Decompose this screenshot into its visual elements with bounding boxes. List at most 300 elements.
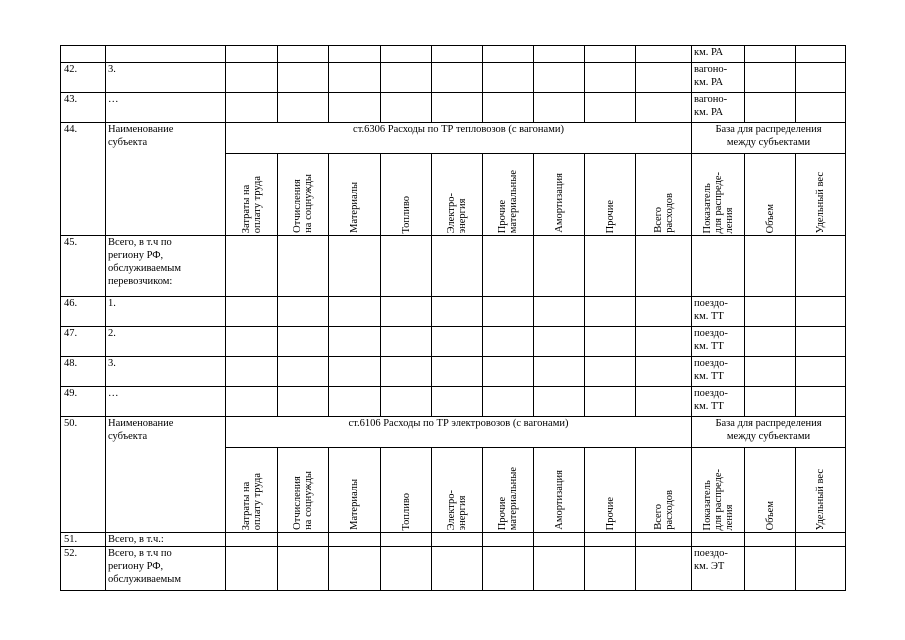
cost-cell xyxy=(226,236,278,297)
column-header xyxy=(432,448,483,533)
cell-text: км. РА xyxy=(694,77,724,88)
column-header-label xyxy=(815,469,826,530)
column-header xyxy=(483,154,534,236)
weight-cell xyxy=(796,93,846,123)
cost-cell xyxy=(381,236,432,297)
row-name xyxy=(106,357,226,387)
cost-cell xyxy=(534,93,585,123)
column-header-wrap xyxy=(432,157,482,233)
weight-cell xyxy=(796,236,846,297)
cost-cell xyxy=(278,46,329,63)
volume-cell xyxy=(745,533,796,547)
column-header-wrap xyxy=(534,451,584,530)
cost-cell xyxy=(483,533,534,547)
row-name xyxy=(106,297,226,327)
column-header-wrap xyxy=(226,157,277,233)
cost-cell xyxy=(483,327,534,357)
cost-cell xyxy=(329,327,381,357)
column-header-label xyxy=(497,467,519,530)
cell-text: км. ТТ xyxy=(694,341,724,352)
row-number xyxy=(61,46,106,63)
column-header-label xyxy=(497,170,519,233)
cost-cell xyxy=(432,357,483,387)
cost-cell xyxy=(226,327,278,357)
cost-cell xyxy=(534,46,585,63)
cost-cell xyxy=(636,533,692,547)
cost-cell xyxy=(381,533,432,547)
cell-text: поездо- xyxy=(694,548,728,559)
cell-text: 3. xyxy=(108,64,116,75)
distribution-base-header xyxy=(692,417,846,448)
column-header-label xyxy=(815,172,826,233)
cost-cell xyxy=(585,93,636,123)
cost-cell xyxy=(432,387,483,417)
column-header-wrap xyxy=(692,451,744,530)
column-header-label xyxy=(349,479,360,530)
volume-cell xyxy=(745,93,796,123)
column-header-wrap xyxy=(745,451,795,530)
column-header-wrap xyxy=(534,157,584,233)
unit-cell xyxy=(692,357,745,387)
cost-cell xyxy=(585,387,636,417)
table-row xyxy=(61,236,846,297)
column-header xyxy=(483,448,534,533)
row-number: 51. xyxy=(61,533,106,547)
cost-cell xyxy=(329,236,381,297)
column-header-line: Затраты на xyxy=(240,481,252,530)
column-header-line: Прочие xyxy=(497,496,508,530)
column-header-line: Затраты на xyxy=(240,184,252,233)
row-name xyxy=(106,547,226,591)
column-header xyxy=(692,448,745,533)
column-header-line: Отчисления xyxy=(292,179,303,233)
table-row xyxy=(61,533,846,547)
cell-text: 2. xyxy=(108,328,116,339)
cost-cell xyxy=(483,63,534,93)
cost-cell xyxy=(432,63,483,93)
column-header-line: Удельный вес xyxy=(815,171,826,233)
column-header xyxy=(534,154,585,236)
column-header xyxy=(329,448,381,533)
volume-cell xyxy=(745,46,796,63)
row-number: 50. xyxy=(61,417,106,533)
cell-text: между субъектами xyxy=(726,431,811,442)
column-header-label xyxy=(605,200,616,233)
column-header-line: Всего xyxy=(652,207,664,233)
cell-text: обслуживаемым xyxy=(108,263,181,274)
unit-cell xyxy=(692,547,745,591)
column-header xyxy=(226,448,278,533)
cost-cell xyxy=(483,236,534,297)
column-header-line: расходов xyxy=(663,490,675,530)
cost-cell xyxy=(483,297,534,327)
row-name xyxy=(106,63,226,93)
cost-cell xyxy=(278,357,329,387)
column-header-wrap xyxy=(278,157,328,233)
unit-cell xyxy=(692,236,745,297)
column-header-wrap xyxy=(692,157,744,233)
column-header xyxy=(585,154,636,236)
unit-cell xyxy=(692,327,745,357)
cell-text: обслуживаемым xyxy=(108,574,181,585)
cell-text: региону РФ, xyxy=(108,250,164,261)
cost-cell xyxy=(329,46,381,63)
cost-cell xyxy=(329,533,381,547)
column-header-wrap xyxy=(329,157,380,233)
weight-cell xyxy=(796,387,846,417)
cost-cell xyxy=(585,357,636,387)
cost-cell xyxy=(329,93,381,123)
column-header-label xyxy=(702,469,735,531)
column-header-label xyxy=(292,471,314,530)
unit-cell xyxy=(692,46,745,63)
cost-cell xyxy=(226,387,278,417)
column-header-label xyxy=(401,196,412,234)
column-header-wrap xyxy=(745,157,795,233)
row-name xyxy=(106,93,226,123)
unit-cell xyxy=(692,297,745,327)
cell-text: … xyxy=(108,94,119,105)
column-header-line: Топливо xyxy=(400,195,412,233)
cost-cell xyxy=(636,297,692,327)
column-header-label xyxy=(702,172,735,234)
column-header-label xyxy=(241,473,263,530)
cost-cell xyxy=(534,297,585,327)
cost-cell xyxy=(278,387,329,417)
cell-text: поездо- xyxy=(694,358,728,369)
row-number: 42. xyxy=(61,63,106,93)
column-header-label xyxy=(292,174,314,233)
column-header-label xyxy=(401,493,412,531)
column-header-wrap xyxy=(585,451,635,530)
column-header-line: Материалы xyxy=(349,479,360,530)
volume-cell xyxy=(745,297,796,327)
table-row xyxy=(61,63,846,93)
unit-cell xyxy=(692,93,745,123)
column-header-line: ления xyxy=(723,504,735,530)
cost-cell xyxy=(329,297,381,327)
column-header xyxy=(796,154,846,236)
cell-text: региону РФ, xyxy=(108,561,164,572)
cell-text: поездо- xyxy=(694,328,728,339)
cell-text: 3. xyxy=(108,358,116,369)
section-title: ст.6106 Расходы по ТР электровозов (с вагонами) xyxy=(226,417,692,448)
cost-cell xyxy=(483,46,534,63)
cost-cell xyxy=(381,46,432,63)
column-header-line: Материалы xyxy=(349,182,360,233)
cost-cell xyxy=(278,547,329,591)
cell-text: субъекта xyxy=(108,431,148,442)
cost-cell xyxy=(278,236,329,297)
column-header-wrap xyxy=(796,157,845,233)
cell-text: … xyxy=(108,388,119,399)
row-number: 47. xyxy=(61,327,106,357)
column-header-line: Удельный вес xyxy=(815,468,826,530)
weight-cell xyxy=(796,357,846,387)
cost-cell xyxy=(226,46,278,63)
cell-text: поездо- xyxy=(694,298,728,309)
column-header-line: Объем xyxy=(764,203,776,233)
column-header-wrap xyxy=(585,157,635,233)
cost-cell xyxy=(381,547,432,591)
cost-cell xyxy=(381,357,432,387)
weight-cell xyxy=(796,46,846,63)
cost-cell xyxy=(329,357,381,387)
column-header-wrap xyxy=(226,451,277,530)
column-header-label xyxy=(446,490,468,530)
row-name xyxy=(106,46,226,63)
column-header xyxy=(278,448,329,533)
column-header-wrap xyxy=(483,157,533,233)
column-header-line: энергия xyxy=(457,495,468,530)
column-header-line: расходов xyxy=(663,193,675,233)
column-header-label xyxy=(241,176,263,233)
column-header xyxy=(329,154,381,236)
column-header-line: Амортизация xyxy=(553,173,565,233)
cell-text: км. ЭТ xyxy=(694,561,725,572)
cell-text: субъекта xyxy=(108,137,148,148)
cost-cell xyxy=(534,387,585,417)
cost-cell xyxy=(636,63,692,93)
cell-text: Всего, в т.ч по xyxy=(108,548,172,559)
column-header-label xyxy=(605,497,616,530)
cell-text: Наименование xyxy=(108,124,174,135)
cell-text: 1. xyxy=(108,298,116,309)
cost-cell xyxy=(636,387,692,417)
cost-cell xyxy=(432,533,483,547)
column-header-line: ления xyxy=(723,207,735,233)
column-header-wrap xyxy=(636,157,691,233)
column-header xyxy=(381,154,432,236)
cost-cell xyxy=(636,46,692,63)
column-header xyxy=(745,448,796,533)
cost-cell xyxy=(381,327,432,357)
section-title-row xyxy=(61,123,846,154)
column-header xyxy=(636,448,692,533)
column-header-line: Объем xyxy=(764,500,776,530)
cell-text: Наименование xyxy=(108,418,174,429)
cost-cell xyxy=(585,236,636,297)
column-header xyxy=(585,448,636,533)
volume-cell xyxy=(745,547,796,591)
weight-cell xyxy=(796,297,846,327)
cost-cell xyxy=(278,297,329,327)
column-header xyxy=(278,154,329,236)
cost-cell xyxy=(534,63,585,93)
cost-cell xyxy=(381,387,432,417)
cost-cell xyxy=(381,93,432,123)
row-number: 49. xyxy=(61,387,106,417)
section-title-row xyxy=(61,417,846,448)
unit-cell xyxy=(692,63,745,93)
row-name xyxy=(106,387,226,417)
column-header-line: для распреде- xyxy=(712,171,724,233)
cell-text: вагоно- xyxy=(694,94,728,105)
column-header-line: энергия xyxy=(457,198,468,233)
cost-cell xyxy=(636,327,692,357)
cell-text: поездо- xyxy=(694,388,728,399)
volume-cell xyxy=(745,357,796,387)
cost-cell xyxy=(534,547,585,591)
column-header xyxy=(636,154,692,236)
column-header-label xyxy=(765,204,776,233)
row-number: 48. xyxy=(61,357,106,387)
cost-cell xyxy=(534,533,585,547)
row-number: 43. xyxy=(61,93,106,123)
subject-name-header xyxy=(106,417,226,533)
weight-cell xyxy=(796,63,846,93)
cost-cell xyxy=(329,63,381,93)
table-row xyxy=(61,357,846,387)
column-header-line: Показатель xyxy=(701,182,713,233)
row-number: 45. xyxy=(61,236,106,297)
column-header-line: оплату труда xyxy=(251,472,263,530)
column-header-line: оплату труда xyxy=(251,175,263,233)
distribution-base-header xyxy=(692,123,846,154)
section-title: ст.6306 Расходы по ТР тепловозов (с вагонами) xyxy=(226,123,692,154)
cost-cell xyxy=(226,297,278,327)
column-header xyxy=(432,154,483,236)
cost-cell xyxy=(585,297,636,327)
row-name xyxy=(106,533,226,547)
cell-text: База для распределения xyxy=(715,418,822,429)
cost-allocation-table xyxy=(60,45,846,591)
weight-cell xyxy=(796,547,846,591)
cost-cell xyxy=(432,297,483,327)
row-number: 46. xyxy=(61,297,106,327)
volume-cell xyxy=(745,236,796,297)
column-header-wrap xyxy=(329,451,380,530)
column-header-line: Отчисления xyxy=(292,476,303,530)
column-header-line: материальные xyxy=(508,466,519,530)
cost-cell xyxy=(432,46,483,63)
unit-cell xyxy=(692,387,745,417)
table-row xyxy=(61,93,846,123)
table-row xyxy=(61,387,846,417)
table-row xyxy=(61,46,846,63)
volume-cell xyxy=(745,327,796,357)
cost-cell xyxy=(483,547,534,591)
column-header-line: для распреде- xyxy=(712,468,724,530)
column-header-line: Прочие xyxy=(497,199,508,233)
column-header-wrap xyxy=(381,157,431,233)
column-header-line: Амортизация xyxy=(553,470,565,530)
column-header-wrap xyxy=(796,451,845,530)
cell-text: вагоно- xyxy=(694,64,728,75)
cost-cell xyxy=(432,93,483,123)
cost-cell xyxy=(585,46,636,63)
cell-text: км. РА xyxy=(694,47,724,58)
volume-cell xyxy=(745,63,796,93)
cost-cell xyxy=(483,93,534,123)
cost-cell xyxy=(226,63,278,93)
column-header-label xyxy=(765,501,776,530)
cost-cell xyxy=(636,357,692,387)
cost-cell xyxy=(226,547,278,591)
column-header-label xyxy=(446,193,468,233)
table-row xyxy=(61,327,846,357)
row-name xyxy=(106,327,226,357)
cost-cell xyxy=(534,236,585,297)
cost-cell xyxy=(585,547,636,591)
cost-cell xyxy=(483,387,534,417)
cost-cell xyxy=(483,357,534,387)
column-header-line: Прочие xyxy=(604,496,616,530)
cell-text: перевозчиком: xyxy=(108,276,173,287)
cost-cell xyxy=(432,236,483,297)
cost-cell xyxy=(226,357,278,387)
cost-cell xyxy=(226,93,278,123)
row-number: 52. xyxy=(61,547,106,591)
weight-cell xyxy=(796,533,846,547)
column-header xyxy=(226,154,278,236)
column-header xyxy=(745,154,796,236)
column-header xyxy=(796,448,846,533)
column-header-wrap xyxy=(636,451,691,530)
table-row xyxy=(61,547,846,591)
cost-cell xyxy=(278,93,329,123)
cost-cell xyxy=(381,63,432,93)
column-header-line: Всего xyxy=(652,504,664,530)
column-header-line: материальные xyxy=(508,169,519,233)
column-header xyxy=(692,154,745,236)
column-header-label xyxy=(554,470,565,530)
cell-text: км. ТТ xyxy=(694,371,724,382)
column-header-line: Электро- xyxy=(446,192,457,233)
column-header-label xyxy=(653,193,675,233)
cost-cell xyxy=(278,533,329,547)
cost-cell xyxy=(432,547,483,591)
cell-text: Всего, в т.ч по xyxy=(108,237,172,248)
row-number: 44. xyxy=(61,123,106,236)
cost-cell xyxy=(278,63,329,93)
column-header-line: на соцнужды xyxy=(303,174,314,233)
cell-text: между субъектами xyxy=(726,137,811,148)
column-header xyxy=(534,448,585,533)
weight-cell xyxy=(796,327,846,357)
column-header-line: Электро- xyxy=(446,489,457,530)
table-row xyxy=(61,297,846,327)
column-header-line: Показатель xyxy=(701,479,713,530)
cost-cell xyxy=(534,327,585,357)
column-header-wrap xyxy=(381,451,431,530)
cost-cell xyxy=(636,93,692,123)
column-header-label xyxy=(349,182,360,233)
column-header-line: на соцнужды xyxy=(303,471,314,530)
cost-cell xyxy=(636,547,692,591)
cost-cell xyxy=(534,357,585,387)
cost-cell xyxy=(226,533,278,547)
cost-cell xyxy=(432,327,483,357)
column-header-label xyxy=(554,173,565,233)
column-header-wrap xyxy=(483,451,533,530)
cost-cell xyxy=(278,327,329,357)
cost-cell xyxy=(329,547,381,591)
column-header-line: Прочие xyxy=(604,199,616,233)
cost-cell xyxy=(329,387,381,417)
cost-cell xyxy=(585,327,636,357)
cell-text: км. ТТ xyxy=(694,311,724,322)
cell-text: км. РА xyxy=(694,107,724,118)
cell-text: км. ТТ xyxy=(694,401,724,412)
cell-text: База для распределения xyxy=(715,124,822,135)
cost-cell xyxy=(381,297,432,327)
row-name xyxy=(106,236,226,297)
column-header-wrap xyxy=(432,451,482,530)
subject-name-header xyxy=(106,123,226,236)
column-header xyxy=(381,448,432,533)
volume-cell xyxy=(745,387,796,417)
